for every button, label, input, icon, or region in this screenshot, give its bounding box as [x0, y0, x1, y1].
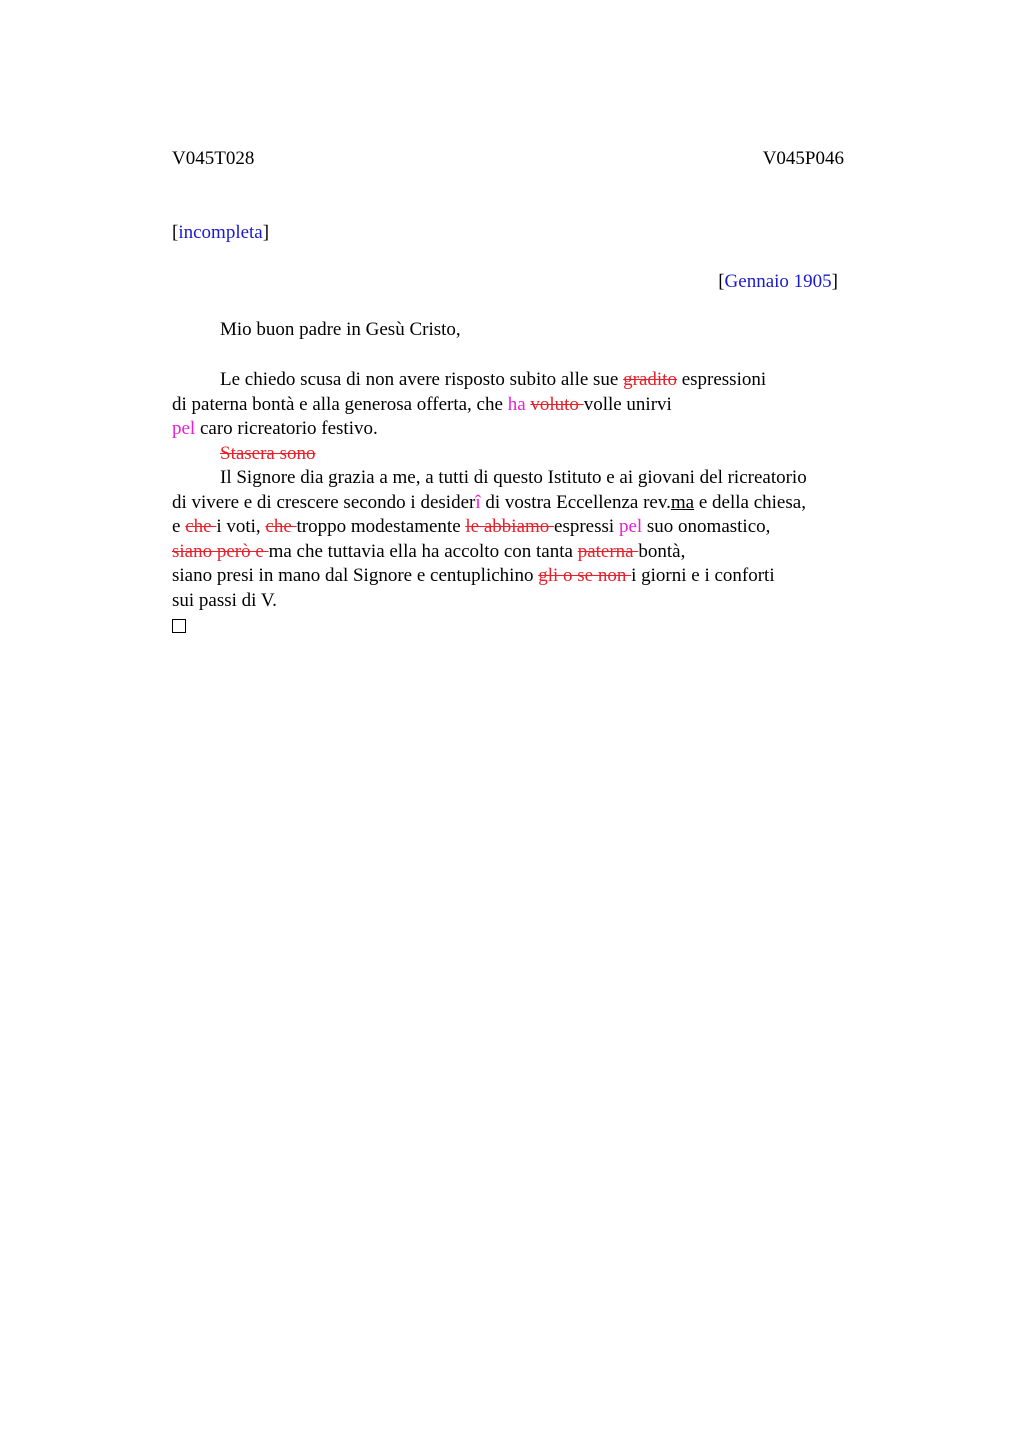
text: i giorni e i conforti: [631, 565, 775, 586]
text: volle unirvi: [583, 393, 672, 415]
body-line-8: [172, 540, 872, 565]
bracket-close: ]: [262, 222, 270, 243]
body-line-7: [172, 515, 872, 540]
text: di vostra Eccellenza rev.: [480, 491, 671, 513]
text: siano presi in mano dal Signore e centuplichino: [172, 565, 539, 586]
deleted-text: gradito: [623, 369, 677, 390]
body-line-1: [172, 368, 872, 393]
text: bontà,: [638, 540, 686, 562]
text: di paterna bontà e alla generosa offerta, che: [172, 393, 508, 415]
bracket-open: [: [172, 222, 179, 243]
body-line-2: [172, 393, 872, 418]
page-code: V045P046: [762, 148, 844, 169]
text: ma che tuttavia ella ha accolto con tanta: [268, 540, 578, 562]
inserted-text: pel: [618, 516, 643, 537]
text: caro ricreatorio festivo.: [195, 418, 378, 439]
completeness-label: incompleta: [178, 222, 263, 243]
text: Le chiedo scusa di non avere risposto subito alle sue: [220, 369, 624, 390]
deleted-text: che: [185, 516, 217, 537]
body-line-9: [172, 564, 872, 589]
bracket-close: ]: [831, 271, 838, 292]
deleted-text: gli o se non: [538, 565, 632, 586]
date-label: Gennaio 1905: [724, 271, 832, 292]
deleted-text: paterna: [577, 540, 639, 562]
end-marker-line: [172, 613, 872, 641]
empty-square-icon: [172, 619, 186, 633]
inserted-text: pel: [172, 418, 196, 439]
text: espressioni: [676, 369, 767, 390]
inserted-text: ha: [507, 393, 526, 415]
text: di vivere e di crescere secondo i desider: [172, 491, 476, 513]
deleted-text: Stasera sono: [220, 442, 316, 464]
bracket-open: [: [718, 271, 725, 292]
inserted-text: î: [475, 491, 481, 513]
body-line-5: [172, 466, 872, 491]
completeness-note: [172, 222, 269, 244]
deleted-text: siano però e: [172, 540, 269, 562]
text: suo onomastico,: [642, 516, 771, 537]
salutation: Mio buon padre in Gesù Cristo,: [220, 319, 461, 340]
text: e: [172, 516, 186, 537]
underlined-text: ma: [670, 491, 695, 513]
letter-body: [172, 368, 872, 641]
body-line-10: [172, 589, 872, 614]
letter-date: [718, 271, 838, 293]
deleted-text: le abbiamo: [465, 516, 555, 537]
text: espressi: [554, 516, 619, 537]
text: sui passi di V.: [172, 589, 277, 611]
deleted-text: che: [265, 516, 297, 537]
body-line-6: [172, 491, 872, 516]
text: Il Signore dia grazia a me, a tutti di questo Istituto e ai giovani del ricreatorio: [220, 467, 807, 488]
body-line-3: [172, 417, 872, 442]
document-code: V045T028: [172, 148, 255, 169]
deleted-text: voluto: [530, 393, 584, 415]
body-line-4: [172, 442, 872, 467]
text: i voti,: [216, 516, 266, 537]
text: troppo modestamente: [296, 516, 466, 537]
text: e della chiesa,: [694, 491, 806, 513]
